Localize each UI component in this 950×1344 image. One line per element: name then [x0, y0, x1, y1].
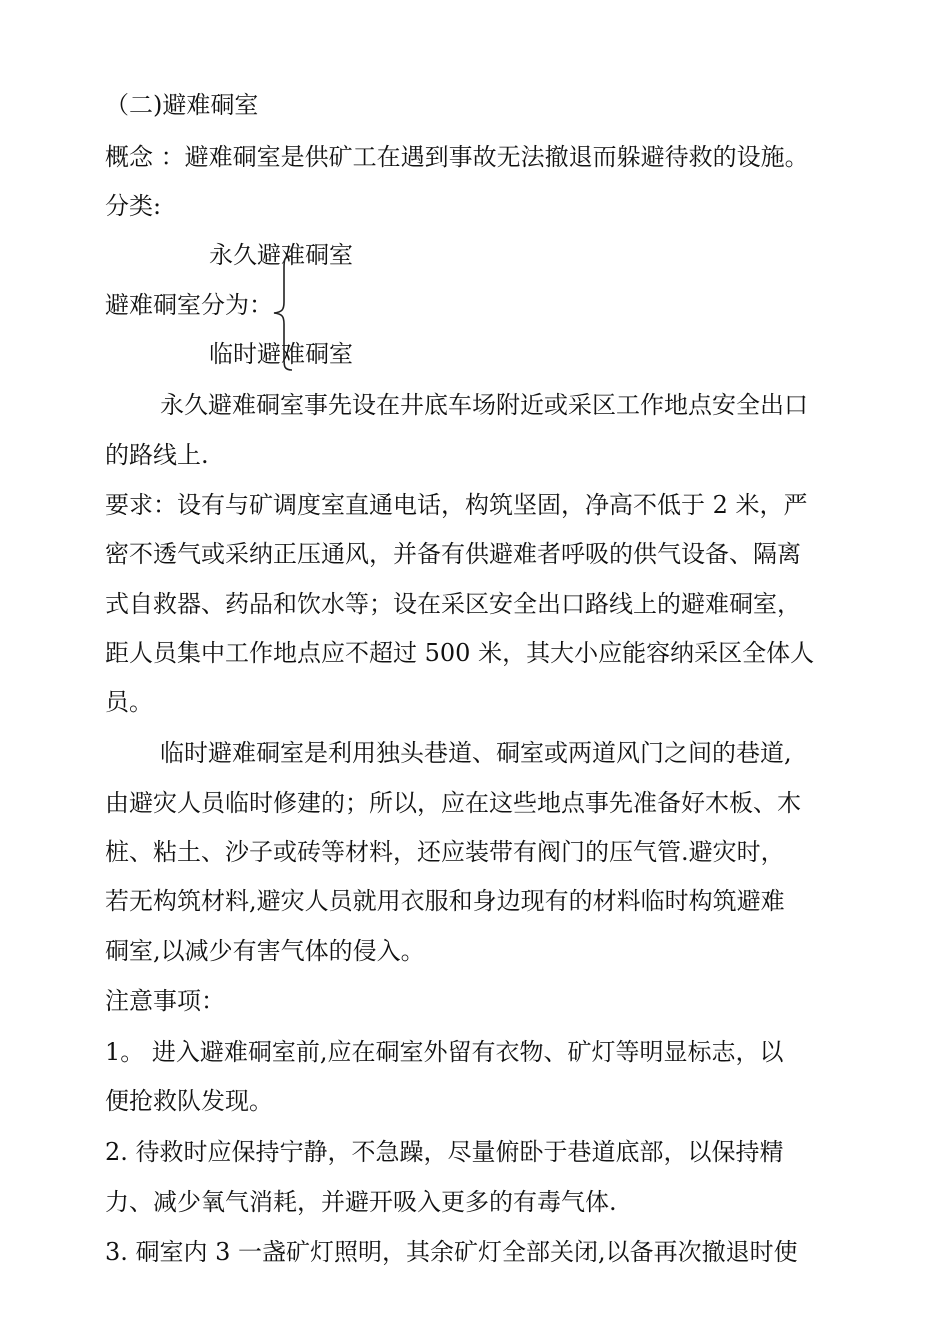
requirements-line: 要求：设有与矿调度室直通电话，构筑坚固，净高不低于 2 米，严: [105, 491, 808, 519]
classification-heading: 分类:: [105, 192, 162, 220]
paragraph-temporary-line: 若无构筑材料,避灾人员就用衣服和身边现有的材料临时构筑避难: [105, 887, 785, 915]
paragraph-temporary-line: 硐室,以减少有害气体的侵入。: [105, 937, 425, 965]
note-item-line: 1。 进入避难硐室前,应在硐室外留有衣物、矿灯等明显标志，以: [105, 1038, 784, 1066]
notes-heading: 注意事项：: [105, 987, 225, 1015]
classification-item-temporary: 临时避难硐室: [209, 340, 353, 368]
paragraph-temporary-line: 临时避难硐室是利用独头巷道、硐室或两道风门之间的巷道,: [160, 739, 792, 767]
classification-item-permanent: 永久避难硐室: [209, 241, 353, 269]
note-item-line: 3. 硐室内 3 一盏矿灯照明，其余矿灯全部关闭,以备再次撤退时使: [105, 1238, 798, 1266]
note-item-line: 2. 待救时应保持宁静，不急躁，尽量俯卧于巷道底部，以保持精: [105, 1138, 784, 1166]
paragraph-permanent-line: 的路线上.: [105, 441, 209, 469]
note-item-line: 力、减少氧气消耗，并避开吸入更多的有毒气体.: [105, 1188, 617, 1216]
requirements-line: 距人员集中工作地点应不超过 500 米，其大小应能容纳采区全体人: [105, 639, 815, 667]
requirements-line: 式自救器、药品和饮水等；设在采区安全出口路线上的避难硐室，: [105, 590, 801, 618]
classification-label: 避难硐室分为：: [105, 291, 273, 319]
section-title: （二)避难硐室: [105, 91, 259, 119]
requirements-line: 密不透气或采纳正压通风，并备有供避难者呼吸的供气设备、隔离: [105, 540, 801, 568]
paragraph-permanent-line: 永久避难硐室事先设在井底车场附近或采区工作地点安全出口: [160, 391, 808, 419]
note-item-line: 便抢救队发现。: [105, 1087, 273, 1115]
paragraph-temporary-line: 桩、粘土、沙子或砖等材料，还应装带有阀门的压气管.避灾时，: [105, 838, 785, 866]
paragraph-temporary-line: 由避灾人员临时修建的；所以，应在这些地点事先准备好木板、木: [105, 789, 801, 817]
requirements-line: 员。: [105, 688, 153, 716]
concept-line: 概念 ：避难硐室是供矿工在遇到事故无法撤退而躲避待救的设施。: [105, 143, 809, 171]
